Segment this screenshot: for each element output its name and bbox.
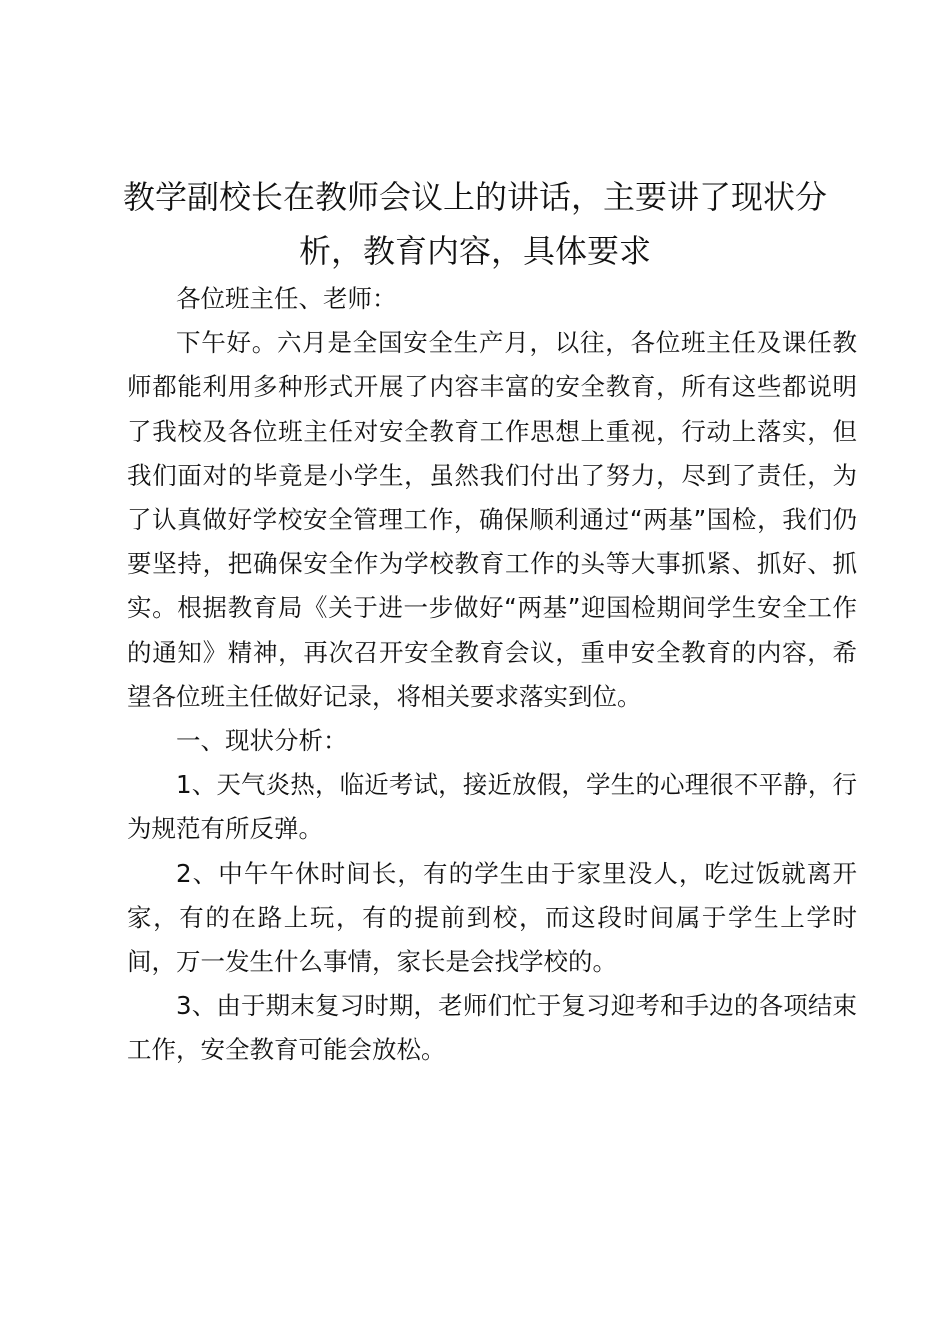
section-heading: 一、现状分析： [176, 726, 348, 756]
point-paragraph-1: 1、天气炎热，临近考试，接近放假，学生的心理很不平静，行为规范有所反弹。 [127, 770, 857, 844]
document-title: 教学副校长在教师会议上的讲话，主要讲了现状分析，教育内容，具体要求 [122, 178, 827, 270]
point-paragraph-3: 3、由于期末复习时期，老师们忙于复习迎考和手边的各项结束工作，安全教育可能会放松。 [127, 991, 857, 1065]
salutation-paragraph: 各位班主任、老师： [176, 284, 397, 313]
intro-paragraph: 下午好。六月是全国安全生产月，以往，各位班主任及课任教师都能利用多种形式开展了内容丰富的安全教育，所有这些都说明了我校及各位班主任对安全教育工作思想上重视，行动上落实，但我们面对的毕竟是小学生，虽然我们付出了努力，尽到了责任，为了认真做好学校安全管理工作，确保顺利通过“两基”国检，我们仍要坚持，把确保安全作为学校教育工作的头等大事抓紧、抓好、抓实。根据教育局《关于进一步做好“两基”迎国检期间学生安全工作的通知》精神，再次召开安全教育会议，重申安全教育的内容，希望各位班主任做好记录，将相关要求落实到位。 [127, 328, 857, 711]
point-paragraph-2: 2、中午午休时间长，有的学生由于家里没人，吃过饭就离开家，有的在路上玩，有的提前到校，而这段时间属于学生上学时间，万一发生什么事情，家长是会找学校的。 [127, 858, 857, 977]
document-body [127, 277, 857, 1073]
